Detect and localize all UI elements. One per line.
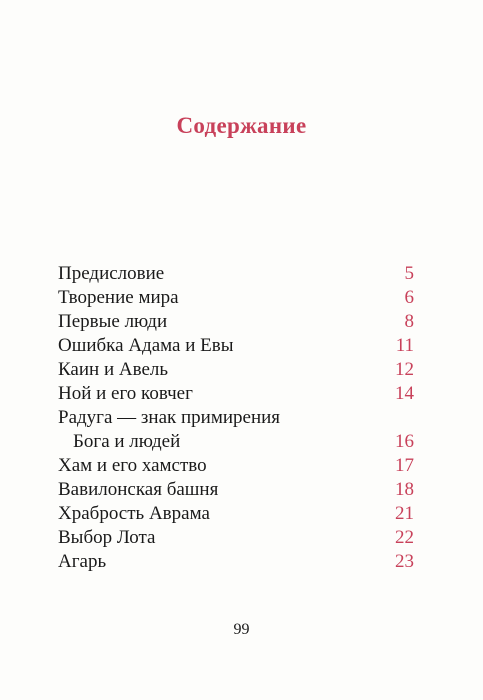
table-of-contents — [58, 262, 414, 574]
toc-entry-page: 18 — [395, 479, 414, 500]
toc-entry-title: Радуга — знак примирения — [58, 407, 281, 428]
toc-entry — [58, 526, 414, 550]
bleed-through-text: ⠀ — [316, 59, 327, 74]
toc-entry-page: 17 — [395, 455, 414, 476]
toc-entry-title: Храбрость Аврама — [58, 503, 210, 524]
toc-entry-title: Творение мира — [58, 287, 179, 308]
toc-entry — [58, 502, 414, 526]
toc-entry-title: Хам и его хамство — [58, 455, 207, 476]
toc-entry — [58, 382, 414, 406]
toc-entry-title: Ошибка Адама и Евы — [58, 335, 234, 356]
toc-entry — [58, 286, 414, 310]
toc-entry-page: 8 — [404, 311, 414, 332]
toc-entry-page: 6 — [404, 287, 414, 308]
toc-entry-title: Первые люди — [58, 311, 168, 332]
toc-entry-page: 12 — [395, 359, 414, 380]
toc-entry — [58, 358, 414, 382]
toc-entry-title: Агарь — [58, 551, 107, 572]
toc-entry-title: Выбор Лота — [58, 527, 156, 548]
toc-entry-page: 16 — [395, 431, 414, 452]
toc-entry-page: 14 — [395, 383, 414, 404]
toc-entry-page: 11 — [395, 335, 414, 356]
toc-entry — [58, 310, 414, 334]
toc-entry-title: Предисловие — [58, 263, 165, 284]
toc-entry-title: Каин и Авель — [58, 359, 169, 380]
toc-entry-page: 22 — [395, 527, 414, 548]
bleed-through-text: ⠀ — [300, 37, 311, 52]
toc-entry — [58, 406, 414, 430]
toc-entry-title: Бога и людей — [73, 431, 181, 452]
toc-entry — [58, 478, 414, 502]
toc-entry-title: Вавилонская башня — [58, 479, 219, 500]
toc-entry-page: 5 — [404, 263, 414, 284]
toc-entry-page: 21 — [395, 503, 414, 524]
toc-entry — [58, 262, 414, 286]
toc-entry-title: Ной и его ковчег — [58, 383, 193, 404]
toc-entry — [58, 454, 414, 478]
toc-entry — [58, 334, 414, 358]
toc-entry-continuation — [58, 430, 414, 454]
toc-entry-page: 23 — [395, 551, 414, 572]
toc-entry — [58, 550, 414, 574]
page-title: Содержание — [176, 113, 307, 139]
page-number: 99 — [233, 621, 250, 638]
